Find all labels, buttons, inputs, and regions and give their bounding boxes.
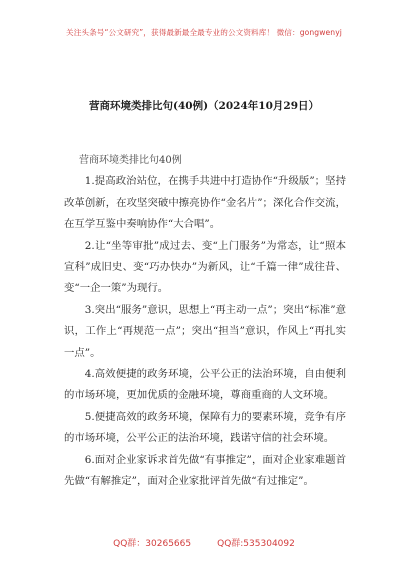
top-banner: 关注头条号“公文研究”，获得最新最全最专业的公文资料库！ 微信：gongwenyj [66,28,342,37]
document-subtitle: 营商环境类排比句40例 [79,155,182,166]
paragraph-1: 1.提高政治站位，在携手共进中打造协作“升级版”；坚持改革创新，在攻坚突破中擦亮协作“金名片”；深化合作交流，在互学互鉴中奏响协作“大合唱”。 [64,175,346,231]
document-body [64,150,346,493]
document-title: 营商环境类排比句(40例)（2024年10月29日） [89,100,319,112]
paragraph-3: 3.突出“服务”意识，思想上“再主动一点”；突出“标准”意识，工作上“再规范一点”；突出“担当”意识，作风上“再扎实一点”。 [64,303,346,359]
footer-qq-group-1: QQ群：30265665 [113,539,192,549]
footer [0,536,408,549]
paragraph-4: 4.高效便捷的政务环境，公平公正的法治环境，自由便利的市场环境，更加优质的金融环境，尊商重商的人文环境。 [64,368,346,402]
footer-qq-group-2: QQ群:535304092 [217,539,295,549]
paragraph-5: 5.便捷高效的政务环境，保障有力的要素环境，竞争有序的市场环境，公平公正的法治环境，践诺守信的社会环境。 [64,410,346,445]
paragraph-2: 2.让“坐等审批”成过去、变“上门服务”为常态，让“照本宣科”成旧史、变“巧办快办”为新风，让“千篇一律”成往昔、变“一企一策”为现行。 [64,239,346,295]
paragraph-6: 6.面对企业家诉求首先做“有事推定”，面对企业家难题首先做“有解推定”，面对企业家批评首先做“有过推定”。 [64,453,346,488]
